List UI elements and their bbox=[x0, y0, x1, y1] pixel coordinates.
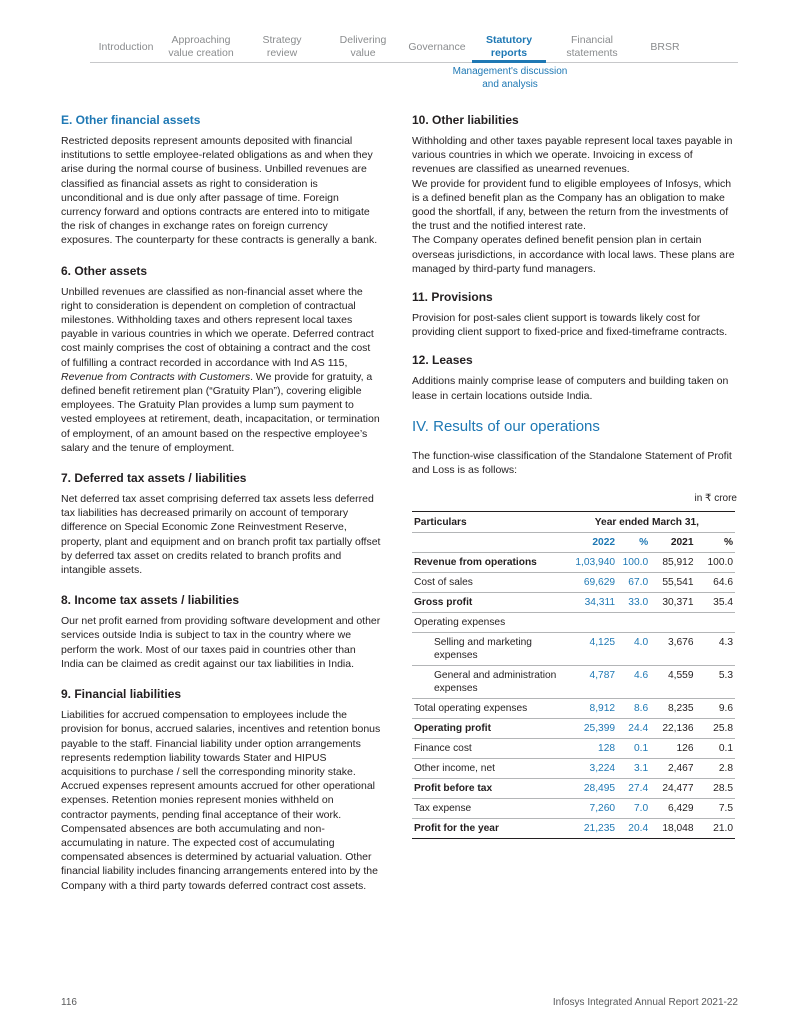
value-2022 bbox=[559, 613, 617, 633]
value-2022: 8,912 bbox=[559, 699, 617, 719]
table-row bbox=[412, 573, 735, 593]
percent-2022: 0.1 bbox=[617, 739, 650, 759]
section-heading: 7. Deferred tax assets / liabilities bbox=[61, 471, 247, 486]
percent-2021: 35.4 bbox=[696, 593, 736, 613]
row-label: Gross profit bbox=[412, 593, 559, 613]
value-2022: 4,787 bbox=[559, 666, 617, 699]
table-subheader-row bbox=[412, 533, 735, 553]
page-number: 116 bbox=[61, 997, 77, 1008]
nav-tab-governance[interactable]: Governance bbox=[408, 41, 466, 53]
table-row bbox=[412, 819, 735, 839]
section-body: Net deferred tax asset comprising deferred tax assets less deferred tax liabilities has decreased primarily on account of temporary difference on Special Economic Zone Reinvestment Reserve, property, plant and equipment and on branch profit tax partially offset by deferred tax asset on credits related to branch profits and intangible assets. bbox=[61, 493, 381, 577]
row-label: General and administration expenses bbox=[412, 666, 559, 699]
value-2022: 1,03,940 bbox=[559, 553, 617, 573]
section-other-liabilities bbox=[412, 113, 737, 276]
value-2021: 3,676 bbox=[650, 633, 695, 666]
results-intro: The function-wise classification of the Standalone Statement of Profit and Loss is as follows: bbox=[412, 449, 732, 477]
row-label: Cost of sales bbox=[412, 573, 559, 593]
percent-2021 bbox=[696, 613, 736, 633]
percent-2022 bbox=[617, 613, 650, 633]
results-heading: IV. Results of our operations bbox=[412, 417, 600, 435]
section-body: Liabilities for accrued compensation to employees include the provision for bonus, accrued salaries, incentives and retention bonus payable to the staff. Financial liability under option arrangements represents redemption liability towards Stater and HIPUS acquisitions to purchase / sell the corresponding minority stake. Accrued expenses represent amounts accrued for other operational expenses. Retention monies represent monies withheld on contractor payments, pending final acceptance of their work. Compensated absences are both accumulating and non-accumulating in nature. The expected cost of accumulating compensated absences is determined by actuarial valuation. Other financial liability includes financing arrangements entered into by the Company with a third party towards deferred contract cost assets. bbox=[61, 709, 381, 892]
value-2022: 21,235 bbox=[559, 819, 617, 839]
value-2022: 69,629 bbox=[559, 573, 617, 593]
percent-2022: 4.6 bbox=[617, 666, 650, 699]
value-2022: 25,399 bbox=[559, 719, 617, 739]
top-navigation bbox=[90, 34, 738, 98]
nav-tab-introduction[interactable]: Introduction bbox=[98, 41, 154, 53]
section-income-tax bbox=[61, 593, 381, 671]
percent-2022: 27.4 bbox=[617, 779, 650, 799]
col-header-pct-2022: % bbox=[617, 533, 650, 553]
nav-tab-strategy-review[interactable]: Strategy review bbox=[262, 34, 302, 59]
value-2022: 4,125 bbox=[559, 633, 617, 666]
percent-2022: 8.6 bbox=[617, 699, 650, 719]
table-row bbox=[412, 779, 735, 799]
value-2021: 24,477 bbox=[650, 779, 695, 799]
row-label: Selling and marketing expenses bbox=[412, 633, 559, 666]
nav-active-indicator bbox=[472, 60, 546, 63]
col-header-2022: 2022 bbox=[559, 533, 617, 553]
col-header-2021: 2021 bbox=[650, 533, 695, 553]
section-body: Our net profit earned from providing software development and other services outside India is subject to tax in the country where we perform the work. Most of our taxes paid in countries other than India can be claimed as credit against our tax liabilities in India. bbox=[61, 615, 381, 670]
value-2021: 30,371 bbox=[650, 593, 695, 613]
section-heading: 10. Other liabilities bbox=[412, 113, 519, 127]
value-2022: 128 bbox=[559, 739, 617, 759]
section-body bbox=[61, 285, 381, 455]
section-provisions bbox=[412, 290, 737, 339]
section-other-assets bbox=[61, 264, 381, 455]
value-2021: 85,912 bbox=[650, 553, 695, 573]
table-header-row bbox=[412, 512, 735, 533]
percent-2021: 7.5 bbox=[696, 799, 736, 819]
table-row bbox=[412, 553, 735, 573]
value-2021: 2,467 bbox=[650, 759, 695, 779]
row-label: Total operating expenses bbox=[412, 699, 559, 719]
value-2021: 6,429 bbox=[650, 799, 695, 819]
table-row bbox=[412, 593, 735, 613]
nav-tab-financial-statements[interactable]: Financial statements bbox=[566, 34, 618, 59]
section-body: Additions mainly comprise lease of computers and building taken on lease in certain locations outside India. bbox=[412, 375, 729, 402]
value-2021: 8,235 bbox=[650, 699, 695, 719]
table-unit-label: in ₹ crore bbox=[694, 493, 737, 505]
percent-2021: 2.8 bbox=[696, 759, 736, 779]
col-header-year: Year ended March 31, bbox=[559, 512, 735, 533]
percent-2022: 67.0 bbox=[617, 573, 650, 593]
col-header-particulars: Particulars bbox=[412, 512, 559, 533]
left-column bbox=[61, 113, 381, 909]
percent-2022: 4.0 bbox=[617, 633, 650, 666]
value-2022: 7,260 bbox=[559, 799, 617, 819]
percent-2021: 0.1 bbox=[696, 739, 736, 759]
percent-2021: 5.3 bbox=[696, 666, 736, 699]
section-financial-liabilities bbox=[61, 687, 381, 893]
value-2021: 4,559 bbox=[650, 666, 695, 699]
table-row bbox=[412, 633, 735, 666]
body-text: . We provide for gratuity, a defined benefit retirement plan (“Gratuity Plan”), covering eligible employees. The Gratuity Plan provides a lump sum payment to vested employees at retirement, death, incapacitation, or termination of employment, of an amount based on the respective employee’s salary and the tenure of employment. bbox=[61, 370, 380, 454]
percent-2021: 28.5 bbox=[696, 779, 736, 799]
percent-2022: 100.0 bbox=[617, 553, 650, 573]
report-title: Infosys Integrated Annual Report 2021-22 bbox=[552, 997, 738, 1008]
percent-2022: 33.0 bbox=[617, 593, 650, 613]
row-label: Other income, net bbox=[412, 759, 559, 779]
section-heading: 11. Provisions bbox=[412, 290, 493, 305]
percent-2022: 24.4 bbox=[617, 719, 650, 739]
profit-loss-table bbox=[412, 511, 735, 839]
section-heading: 12. Leases bbox=[412, 353, 473, 368]
value-2022: 34,311 bbox=[559, 593, 617, 613]
section-heading: 6. Other assets bbox=[61, 263, 148, 278]
nav-tab-delivering-value[interactable]: Delivering value bbox=[339, 34, 387, 59]
nav-tab-approaching-value-creation[interactable]: Approaching value creation bbox=[168, 34, 234, 59]
percent-2022: 7.0 bbox=[617, 799, 650, 819]
row-label: Revenue from operations bbox=[412, 553, 559, 573]
section-body: The Company operates defined benefit pension plan in certain overseas jurisdictions, in accordance with local laws. These plans are managed by third-party fund managers. bbox=[412, 234, 735, 275]
section-body: Restricted deposits represent amounts deposited with financial institutions to settle employee-related obligations as and when they arise during the normal course of business. Unbilled revenues are classified as financial assets as right to consideration is unconditional and is due only after passage of time. Foreign currency forward and options contracts are entered into to mitigate the risk of changes in exchange rates on foreign currency exposures. The counterparty for these contracts is generally a bank. bbox=[61, 135, 378, 247]
percent-2021: 25.8 bbox=[696, 719, 736, 739]
section-leases bbox=[412, 353, 737, 402]
row-label: Operating profit bbox=[412, 719, 559, 739]
section-body: We provide for provident fund to eligible employees of Infosys, which is a defined benefit plan as the Company has an obligation to make good the shortfall, if any, between the return from the investments of the trust and the notified interest rate. bbox=[412, 177, 732, 233]
section-body: Provision for post-sales client support is towards likely cost for providing client support to fixed-price and fixed-timeframe contracts. bbox=[412, 312, 728, 339]
percent-2021: 21.0 bbox=[696, 819, 736, 839]
empty-cell bbox=[412, 533, 559, 553]
body-text: Unbilled revenues are classified as non-financial asset where the right to consideration is dependent on completion of contractual milestones. Withholding taxes and others represent local taxes payable in various countries in which we operate. Deferred contract cost mainly comprises the cost of obtaining a contract and the cost of fulfilling a contract recorded in accordance with Ind AS 115, bbox=[61, 285, 374, 369]
section-heading: 8. Income tax assets / liabilities bbox=[61, 593, 240, 608]
row-label: Profit for the year bbox=[412, 819, 559, 839]
table-row bbox=[412, 719, 735, 739]
percent-2021: 9.6 bbox=[696, 699, 736, 719]
section-other-financial-assets bbox=[61, 113, 381, 248]
percent-2021: 64.6 bbox=[696, 573, 736, 593]
row-label: Profit before tax bbox=[412, 779, 559, 799]
value-2021: 18,048 bbox=[650, 819, 695, 839]
table-row bbox=[412, 739, 735, 759]
nav-tab-brsr[interactable]: BRSR bbox=[650, 41, 680, 53]
value-2022: 3,224 bbox=[559, 759, 617, 779]
row-label: Operating expenses bbox=[412, 613, 559, 633]
section-heading: E. Other financial assets bbox=[61, 113, 201, 127]
row-label: Tax expense bbox=[412, 799, 559, 819]
section-body: Withholding and other taxes payable represent local taxes payable in various countries in which we operate. Invoicing in excess of revenues are classified as unearned revenues. bbox=[412, 135, 733, 176]
row-label: Finance cost bbox=[412, 739, 559, 759]
percent-2021: 4.3 bbox=[696, 633, 736, 666]
value-2022: 28,495 bbox=[559, 779, 617, 799]
percent-2021: 100.0 bbox=[696, 553, 736, 573]
section-heading: 9. Financial liabilities bbox=[61, 687, 182, 702]
table-row bbox=[412, 666, 735, 699]
table-row bbox=[412, 699, 735, 719]
nav-tab-statutory-reports[interactable]: Statutory reports bbox=[485, 34, 533, 59]
value-2021: 22,136 bbox=[650, 719, 695, 739]
nav-divider bbox=[90, 62, 738, 63]
table-row bbox=[412, 799, 735, 819]
table-row bbox=[412, 613, 735, 633]
value-2021: 126 bbox=[650, 739, 695, 759]
col-header-pct-2021: % bbox=[696, 533, 736, 553]
value-2021 bbox=[650, 613, 695, 633]
table-row bbox=[412, 759, 735, 779]
nav-subsection-mda[interactable]: Management's discussion and analysis bbox=[452, 66, 568, 90]
percent-2022: 3.1 bbox=[617, 759, 650, 779]
section-deferred-tax bbox=[61, 471, 381, 577]
body-italic-text: Revenue from Contracts with Customers bbox=[61, 370, 251, 383]
value-2021: 55,541 bbox=[650, 573, 695, 593]
percent-2022: 20.4 bbox=[617, 819, 650, 839]
right-column bbox=[412, 113, 737, 839]
